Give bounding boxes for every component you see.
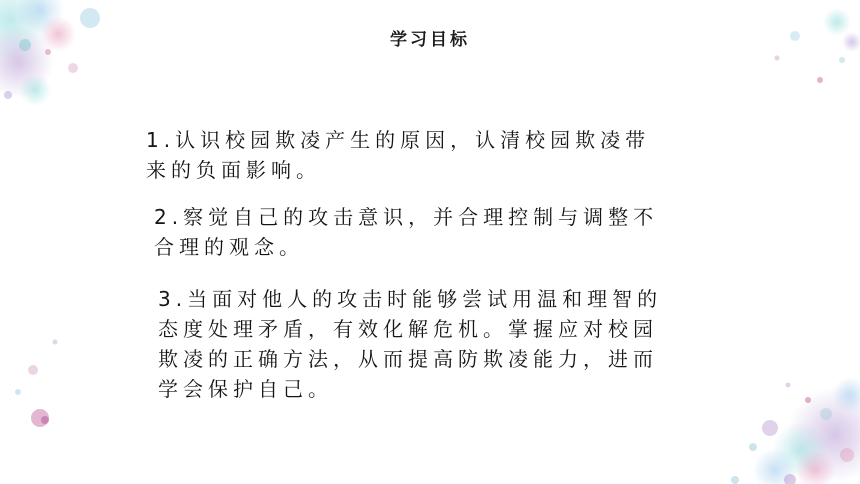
objective-1-line-1: 1.认识校园欺凌产生的原因，认清校园欺凌带 [146,128,651,152]
objective-2-line-2: 合理的观念。 [154,235,304,259]
bottom-right-watercolor [731,377,860,484]
learning-objective-2 [154,202,719,262]
learning-objective-1 [146,125,716,185]
objective-2-line-1: 2.察觉自己的攻击意识，并合理控制与调整不 [154,205,659,229]
objective-3-line-3: 欺凌的正确方法，从而提高防欺凌能力，进而 [158,347,658,371]
page-title: 学习目标 [390,30,470,50]
top-left-watercolor [0,0,100,106]
objective-3-line-4: 学会保护自己。 [158,377,333,401]
objective-3-line-2: 态度处理矛盾，有效化解危机。掌握应对校园 [158,317,658,341]
left-watercolor-dots [15,340,58,428]
learning-objective-3 [158,284,723,404]
objective-1-line-2: 来的负面影响。 [146,158,321,182]
objective-3-line-1: 3.当面对他人的攻击时能够尝试用温和理智的 [158,287,663,311]
